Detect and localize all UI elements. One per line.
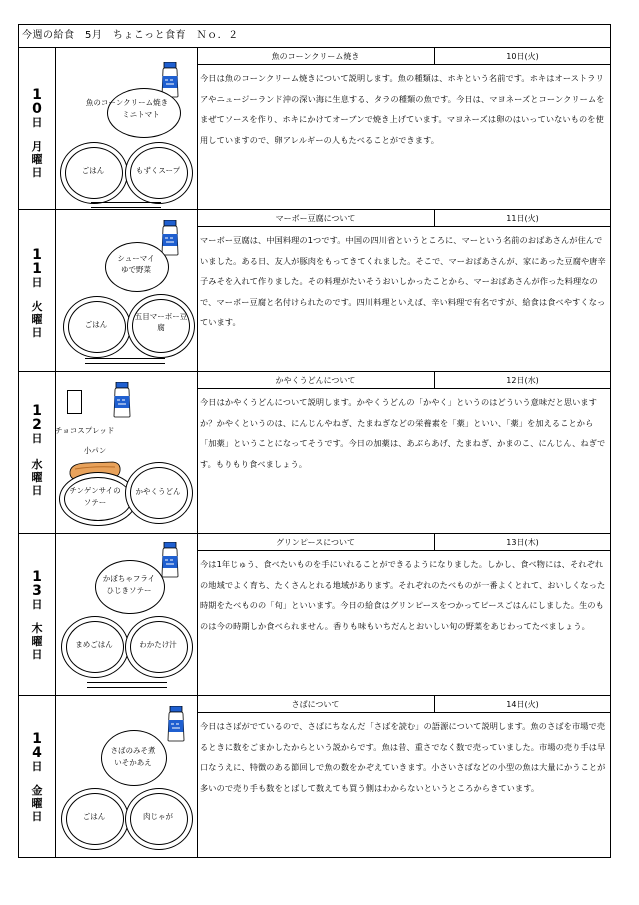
dish-label: 腐 xyxy=(157,323,165,332)
note-text: 今日はかやくうどんについて説明します。かやくうどんの「かやく」というのはどういう意味だと思いますか？かやくというのは、にんじんやねぎ、たまねぎなどの栄養素を「薬」といい、「薬」を加えることから「加薬」ということになってそうです。今日の加薬は、あぶらあげ、たまねぎ、かまのこ、にんじん、ねぎです。もりもり食べましょう。 xyxy=(200,397,606,469)
topic-date: 14日(火) xyxy=(434,696,610,712)
note-column xyxy=(197,48,610,209)
topic-title: さばについて xyxy=(291,700,340,709)
note-text: マーボー豆腐は、中国料理の1つです。中国の四川省というところに、マーという名前のおばあさんが住んでいました。ある日、友人が豚肉をもってきてくれました。そこで、マーおばあさんが、家にあった豆腐や唐辛子みそを入れて作りました。その料理がたいそうおいしかったことから、マーおばあさんが作った料理なので、マーボー豆腐と名付けられたのです。四川料理といえば、辛い料理で有名ですが、給食は食べやすくなっています。 xyxy=(200,235,606,327)
dish-label: チンゲンサイの xyxy=(69,486,121,495)
day-number: 1 4 日 xyxy=(31,731,43,773)
day-row-14 xyxy=(19,695,610,857)
chopsticks-icon xyxy=(91,202,161,208)
note-header xyxy=(197,696,610,713)
date-column xyxy=(19,48,56,209)
chopsticks-icon xyxy=(87,682,167,688)
dish-label: まめごはん xyxy=(75,640,113,649)
menu-illustration xyxy=(55,210,198,371)
date-column xyxy=(19,696,56,857)
note-text: 今は1年じゅう、食べたいものを手にいれることができるようになりました。しかし、食べ物には、それぞれの地域でよく育ち、たくさんとれる地域があります。それぞれのたべものが一番よくとれて、おいしくなった時期をたべものの「旬」といいます。今日の給食はグリンピースをつかってピースごはんにしました。生のものは今の時期しか食べられません。香りも味もいちだんとおいしい旬の野菜をあじわってたべましょう。 xyxy=(200,559,606,631)
dish-label: 魚のコーンクリーム焼き xyxy=(85,98,169,107)
weekday-label: 火 曜 日 xyxy=(31,300,43,339)
day-row-13 xyxy=(19,533,610,695)
dish-label: もずくスープ xyxy=(135,166,181,175)
weekday-label: 水 曜 日 xyxy=(31,458,43,497)
dish-label: ごはん xyxy=(84,320,108,329)
dish-label: ひじきソテー xyxy=(106,586,152,595)
topic-title: 魚のコーンクリーム焼き xyxy=(271,52,360,61)
dish-label: いそかあえ xyxy=(114,758,152,767)
dish-label: かぼちゃフライ xyxy=(102,574,156,583)
dish-label: 肉じゃが xyxy=(143,812,173,821)
day-row-11 xyxy=(19,209,610,371)
day-number: 1 2 日 xyxy=(31,403,43,445)
dish-label: ごはん xyxy=(82,812,106,821)
milk-bottle-icon xyxy=(161,542,179,578)
dish-label: 五目マーボー豆 xyxy=(134,312,188,321)
menu-illustration xyxy=(55,696,198,857)
day-number: 1 3 日 xyxy=(31,569,43,611)
note-text: 今日は魚のコーンクリーム焼きについて説明します。魚の種類は、ホキという名前です。ホキはオーストラリアやニュージーランド沖の深い海に生息する、タラの種類の魚です。今日は、マヨネーズとコーンクリームをまぜてソースを作り、ホキにかけてオーブンで焼き上げています。マヨネーズは卵のはいっていないものを使用していますので、卵アレルギーの人もたべることができます。 xyxy=(200,73,605,145)
dish-label: 小パン xyxy=(83,446,107,455)
note-column xyxy=(197,534,610,695)
sheet-title: 今週の給食 5月 ちょこっと食育 Ｎｏ．２ xyxy=(19,25,610,48)
note-header xyxy=(197,534,610,551)
note-header xyxy=(197,372,610,389)
dish-label: チョコスプレッド xyxy=(55,426,115,435)
topic-date: 13日(木) xyxy=(434,534,610,550)
note-text: 今日はさばがでているので、さばにちなんだ「さばを読む」の語源について説明します。魚のさばを市場で売るときに数をごまかしたからという説からです。魚は昔、重さでなく数で売っていました。市場の売り手は早口なうえに、特徴のある節回しで魚の数をかぞえていきます。小さいさばなどの小型の魚は大量にかうことが多いので売り手も数をとばして数えても買う側はわからないというところからきています。 xyxy=(200,721,606,793)
spread-packet-icon xyxy=(67,390,82,414)
note-column xyxy=(197,696,610,857)
dish-label: さばのみそ煮 xyxy=(110,746,156,755)
note-header xyxy=(197,210,610,227)
menu-illustration xyxy=(55,534,198,695)
weekday-label: 金 曜 日 xyxy=(31,784,43,823)
weekday-label: 木 曜 日 xyxy=(31,622,43,661)
topic-date: 12日(水) xyxy=(434,372,610,388)
menu-sheet xyxy=(18,24,611,858)
menu-illustration xyxy=(55,48,198,209)
milk-bottle-icon xyxy=(161,220,179,256)
topic-title: グリンピースについて xyxy=(275,538,356,547)
milk-bottle-icon xyxy=(167,706,185,742)
day-number: 1 1 日 xyxy=(31,247,43,289)
dish-label: シューマイ xyxy=(117,254,155,263)
milk-bottle-icon xyxy=(113,382,131,418)
dish-label: ゆで野菜 xyxy=(121,265,151,274)
day-number: 1 0 日 xyxy=(31,87,43,129)
day-row-10 xyxy=(19,47,610,209)
dish-label: ミニトマト xyxy=(122,110,160,119)
topic-date: 11日(火) xyxy=(434,210,610,226)
date-column xyxy=(19,534,56,695)
note-header xyxy=(197,48,610,65)
dish-label: ソテー xyxy=(83,498,107,507)
topic-date: 10日(火) xyxy=(434,48,610,64)
dish-label: かやくうどん xyxy=(135,487,181,496)
topic-title: かやくうどんについて xyxy=(275,376,356,385)
weekday-label: 月 曜 日 xyxy=(31,140,43,179)
date-column xyxy=(19,210,56,371)
topic-title: マーボー豆腐について xyxy=(275,214,356,223)
menu-illustration xyxy=(55,372,198,533)
note-column xyxy=(197,372,610,533)
note-column xyxy=(197,210,610,371)
date-column xyxy=(19,372,56,533)
chopsticks-icon xyxy=(85,358,165,364)
day-row-12 xyxy=(19,371,610,533)
dish-label: わかたけ汁 xyxy=(139,640,177,649)
dish-label: ごはん xyxy=(81,166,105,175)
